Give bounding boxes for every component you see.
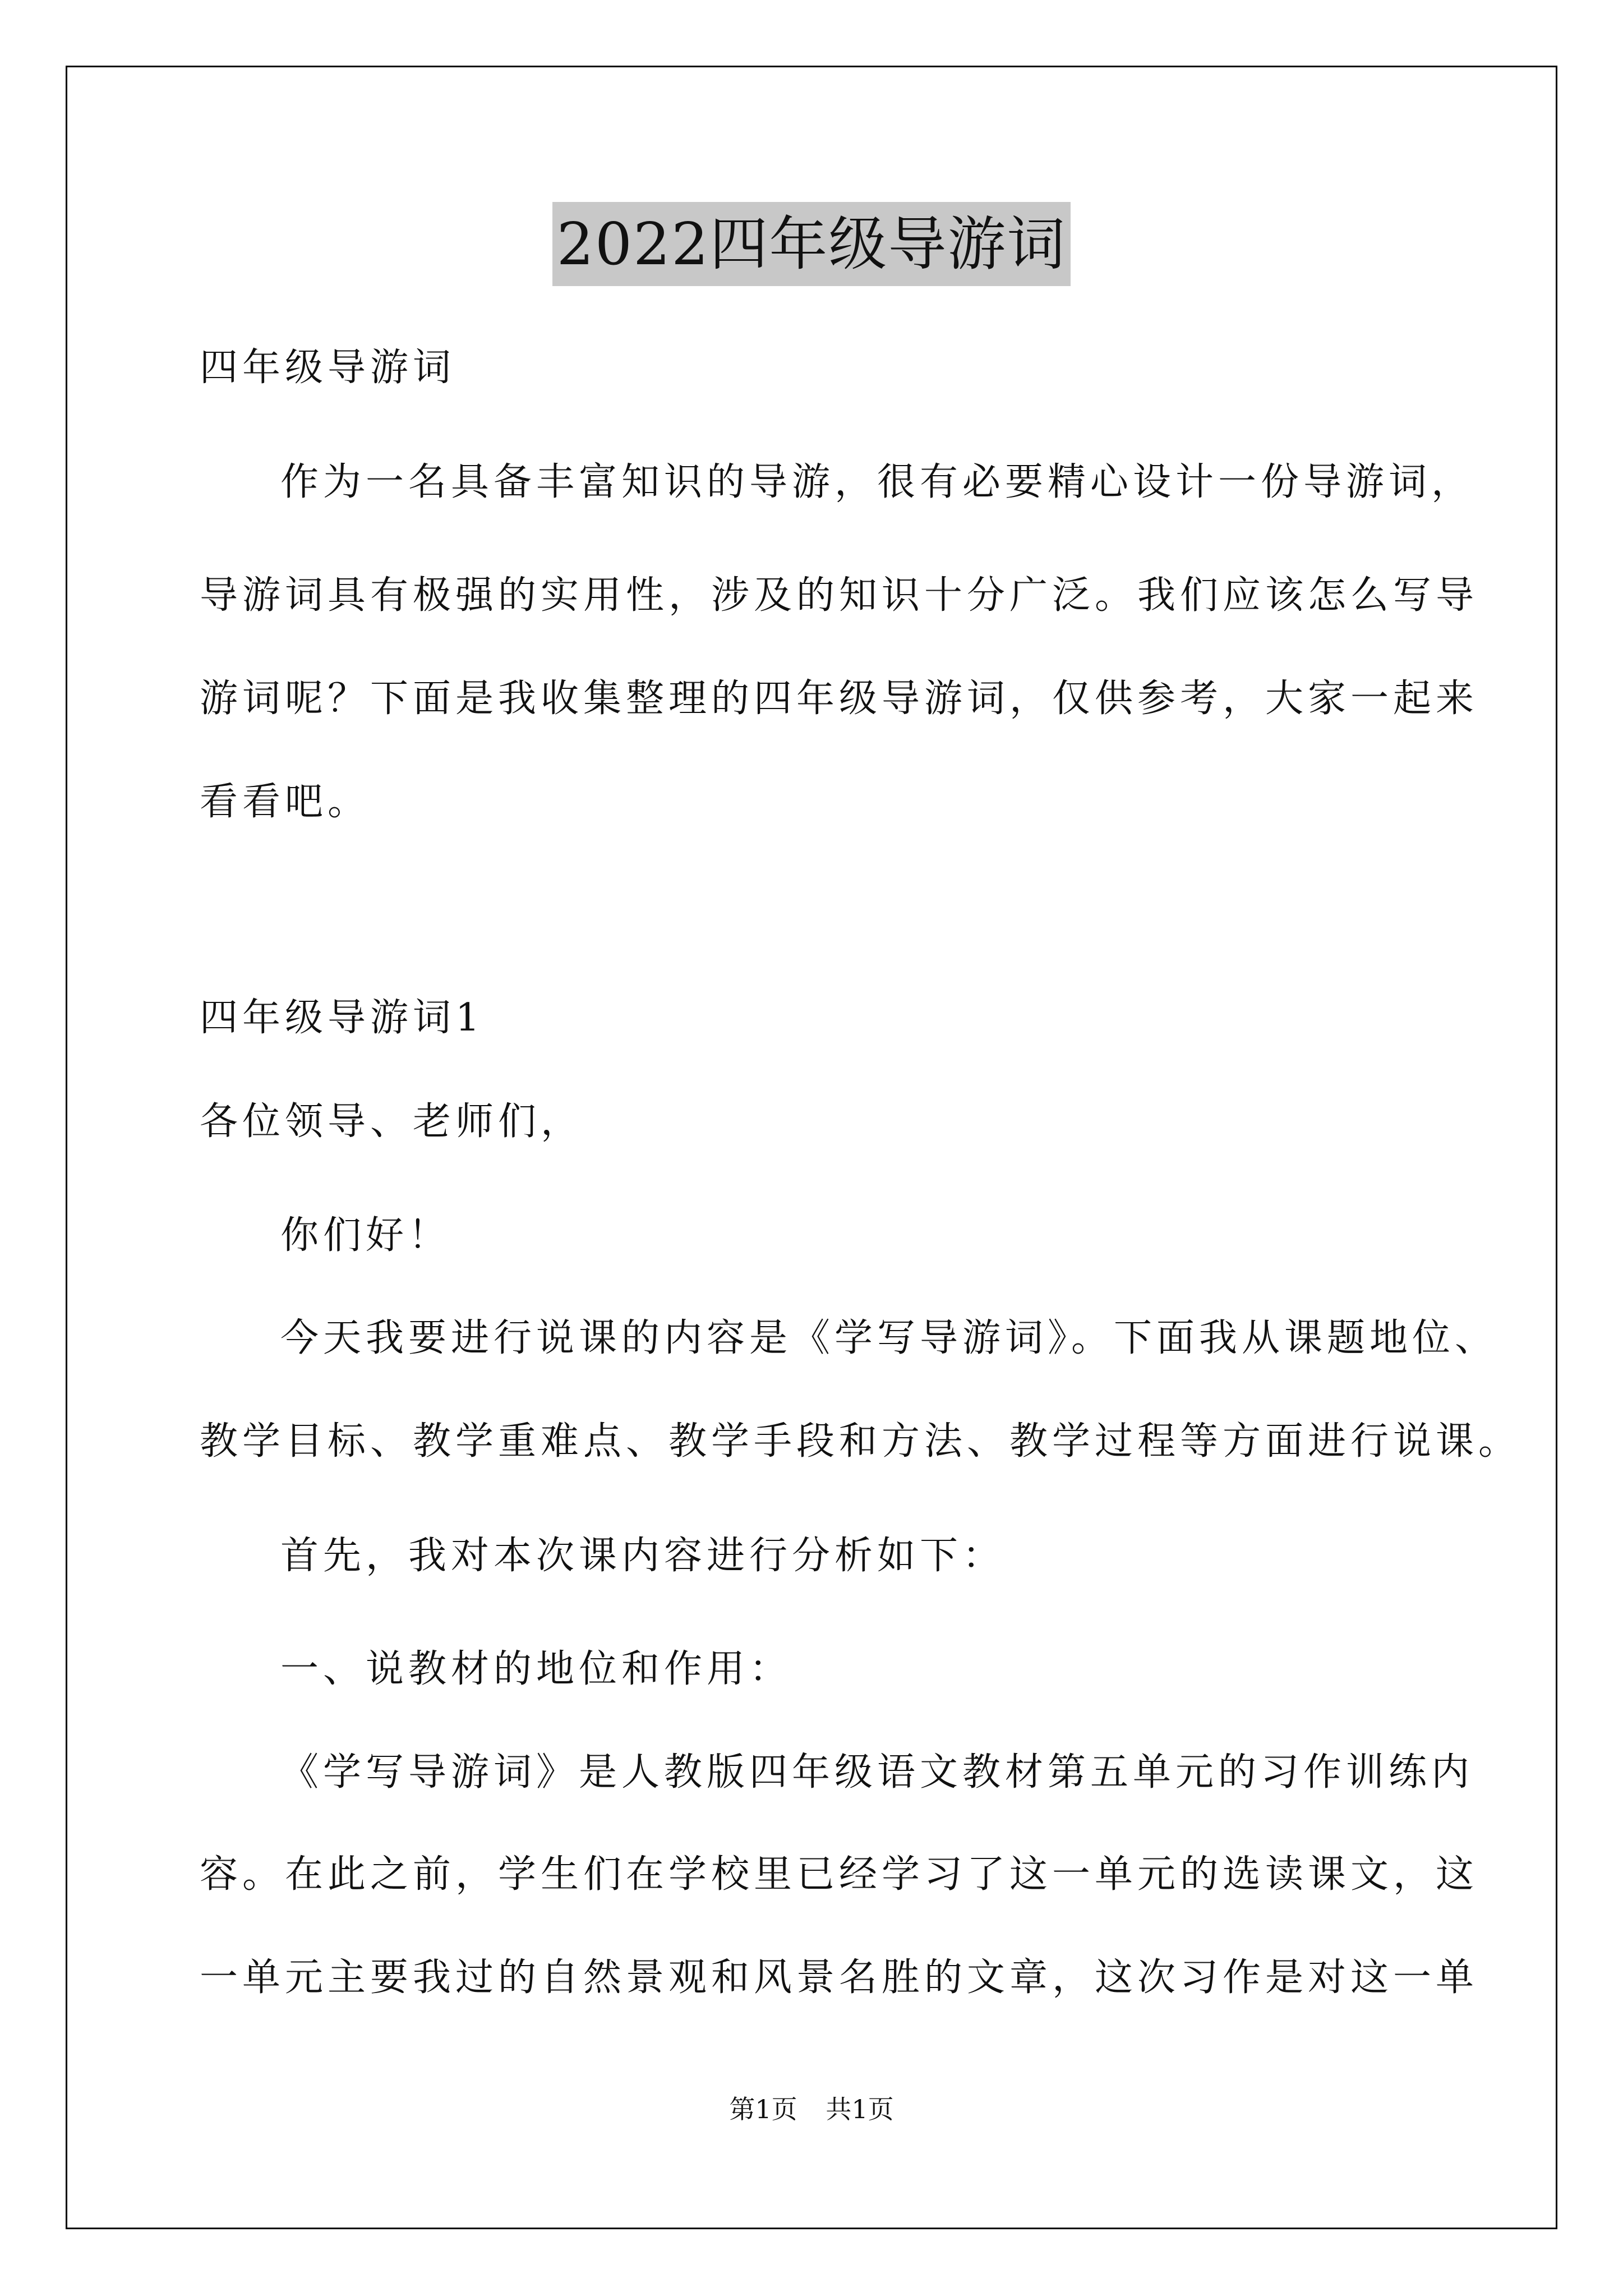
section-heading: 四年级导游词1: [200, 996, 485, 1040]
document-title: 2022四年级导游词: [552, 202, 1071, 286]
page-total: 共1页: [826, 2094, 894, 2124]
greeting-line: 你们好！: [280, 1213, 451, 1258]
paragraph-line: 一单元主要我过的自然景观和风景名胜的文章，这次习作是对这一单: [200, 1955, 1479, 2000]
paragraph-line: 教学目标、教学重难点、教学手段和方法、教学过程等方面进行说课。: [200, 1419, 1521, 1464]
page-footer: [0, 2093, 1623, 2125]
paragraph-line: 一、说教材的地位和作用：: [280, 1647, 792, 1691]
paragraph-line: 看看吧。: [200, 780, 371, 824]
paragraph-line: 游词呢？下面是我收集整理的四年级导游词，仅供参考，大家一起来: [200, 677, 1479, 721]
page-number: 第1页: [729, 2094, 797, 2124]
greeting-line: 各位领导、老师们，: [200, 1099, 584, 1144]
paragraph-line: 《学写导游词》是人教版四年级语文教材第五单元的习作训练内: [280, 1750, 1474, 1795]
title-container: [0, 202, 1623, 286]
paragraph-line: 导游词具有极强的实用性，涉及的知识十分广泛。我们应该怎么写导: [200, 573, 1479, 618]
paragraph-line: 今天我要进行说课的内容是《学写导游词》。下面我从课题地位、: [280, 1316, 1498, 1360]
section-heading: 四年级导游词: [200, 346, 456, 390]
paragraph-line: 首先，我对本次课内容进行分析如下：: [280, 1534, 1006, 1578]
paragraph-line: 作为一名具备丰富知识的导游，很有必要精心设计一份导游词，: [280, 460, 1474, 504]
paragraph-line: 容。在此之前，学生们在学校里已经学习了这一单元的选读课文，这: [200, 1852, 1479, 1897]
